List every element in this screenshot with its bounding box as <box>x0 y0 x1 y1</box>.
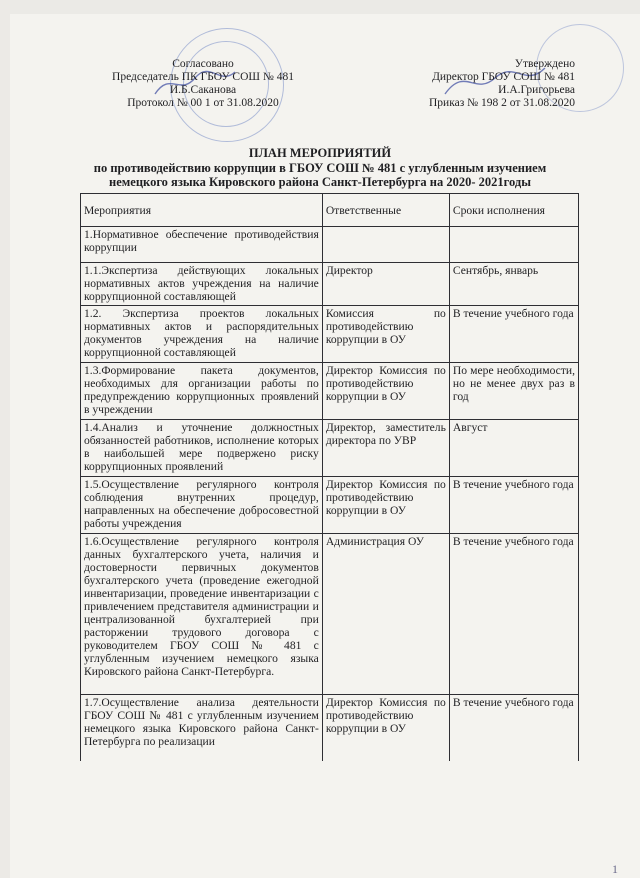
document-title <box>60 146 580 190</box>
table-row <box>81 420 579 477</box>
table-header-row <box>81 194 579 227</box>
cell-activity: 1.1.Экспертиза действующих локальных нормативных актов учреждения на наличие коррупционной составляющей <box>81 263 323 306</box>
approval-right-line1: Утверждено <box>514 58 575 70</box>
cell-deadline: В течение учебного года <box>449 477 578 534</box>
cell-activity: 1.5.Осуществление регулярного контроля соблюдения внутренних процедур, направленных на обеспечение добросовестной работы учреждения <box>81 477 323 534</box>
title-line1: ПЛАН МЕРОПРИЯТИЙ <box>248 146 392 160</box>
header-responsible: Ответственные <box>322 194 449 227</box>
approval-left-line4: Протокол № 00 1 от 31.08.2020 <box>127 97 279 109</box>
cell-deadline: В течение учебного года <box>449 306 578 363</box>
plan-table <box>80 193 579 761</box>
cell-deadline: Сентябрь, январь <box>449 263 578 306</box>
cell-deadline: По мере необходимости, но не менее двух раз в год <box>449 363 578 420</box>
table-row <box>81 227 579 263</box>
cell-responsible <box>322 227 449 263</box>
approval-right-block <box>380 58 575 110</box>
cell-deadline: В течение учебного года <box>449 695 578 762</box>
approval-left-block <box>98 58 308 110</box>
approval-right-line4: Приказ № 198 2 от 31.08.2020 <box>429 97 575 109</box>
table-row <box>81 534 579 695</box>
approval-left-line1: Согласовано <box>172 58 234 70</box>
header-activity: Мероприятия <box>81 194 323 227</box>
page-number: 1 <box>612 862 618 876</box>
approval-right-line2: Директор ГБОУ СОШ № 481 <box>432 71 575 83</box>
cell-responsible: Администрация ОУ <box>322 534 449 695</box>
table-row <box>81 306 579 363</box>
table-row <box>81 695 579 762</box>
cell-activity: 1.4.Анализ и уточнение должностных обязанностей работников, исполнение которых в наибольшей мере подвержено риску коррупционных проявлений <box>81 420 323 477</box>
cell-activity: 1.7.Осуществление анализа деятельности ГБОУ СОШ № 481 с углубленным изучением немецкого языка Кировского района Санкт-Петербурга по реализации <box>81 695 323 762</box>
cell-activity: 1.2. Экспертиза проектов локальных нормативных актов и распорядительных документов учреждения на наличие коррупционной составляющей <box>81 306 323 363</box>
approval-left-line3: И.Б.Саканова <box>169 84 237 96</box>
cell-responsible: Директор, заместитель директора по УВР <box>322 420 449 477</box>
cell-responsible: Комиссия по противодействию коррупции в ОУ <box>322 306 449 363</box>
cell-responsible: Директор Комиссия по противодействию коррупции в ОУ <box>322 363 449 420</box>
cell-deadline <box>449 227 578 263</box>
table-row <box>81 363 579 420</box>
table-row <box>81 477 579 534</box>
cell-responsible: Директор Комиссия по противодействию коррупции в ОУ <box>322 695 449 762</box>
approval-left-line2: Председатель ПК ГБОУ СОШ № 481 <box>112 71 294 83</box>
cell-activity: 1.Нормативное обеспечение противодействия коррупции <box>81 227 323 263</box>
cell-activity: 1.6.Осуществление регулярного контроля данных бухгалтерского учета, наличия и достоверности первичных документов бухгалтерского учета (проведение ежегодной инвентаризации, проведение инвентаризации с привлечением представителя администрации и централизованной бухгалтерией при расторжении трудового договора с руководителем ГБОУ СОШ № 481 с углубленным изучением немецкого языка Кировского района Санкт-Петербурга. <box>81 534 323 695</box>
cell-deadline: В течение учебного года <box>449 534 578 695</box>
cell-responsible: Директор Комиссия по противодействию коррупции в ОУ <box>322 477 449 534</box>
header-deadline: Сроки исполнения <box>449 194 578 227</box>
scan-edge-left <box>0 0 10 878</box>
table-row <box>81 263 579 306</box>
title-line3: немецкого языка Кировского района Санкт-Петербурга на 2020- 2021годы <box>109 175 531 189</box>
cell-responsible: Директор <box>322 263 449 306</box>
approval-right-line3: И.А.Григорьева <box>498 84 575 96</box>
scan-edge-top <box>0 0 640 14</box>
cell-activity: 1.3.Формирование пакета документов, необходимых для организации работы по предупреждению коррупционных проявлений в учреждении <box>81 363 323 420</box>
cell-deadline: Август <box>449 420 578 477</box>
title-line2: по противодействию коррупции в ГБОУ СОШ № 481 с углубленным изучением <box>93 160 547 175</box>
